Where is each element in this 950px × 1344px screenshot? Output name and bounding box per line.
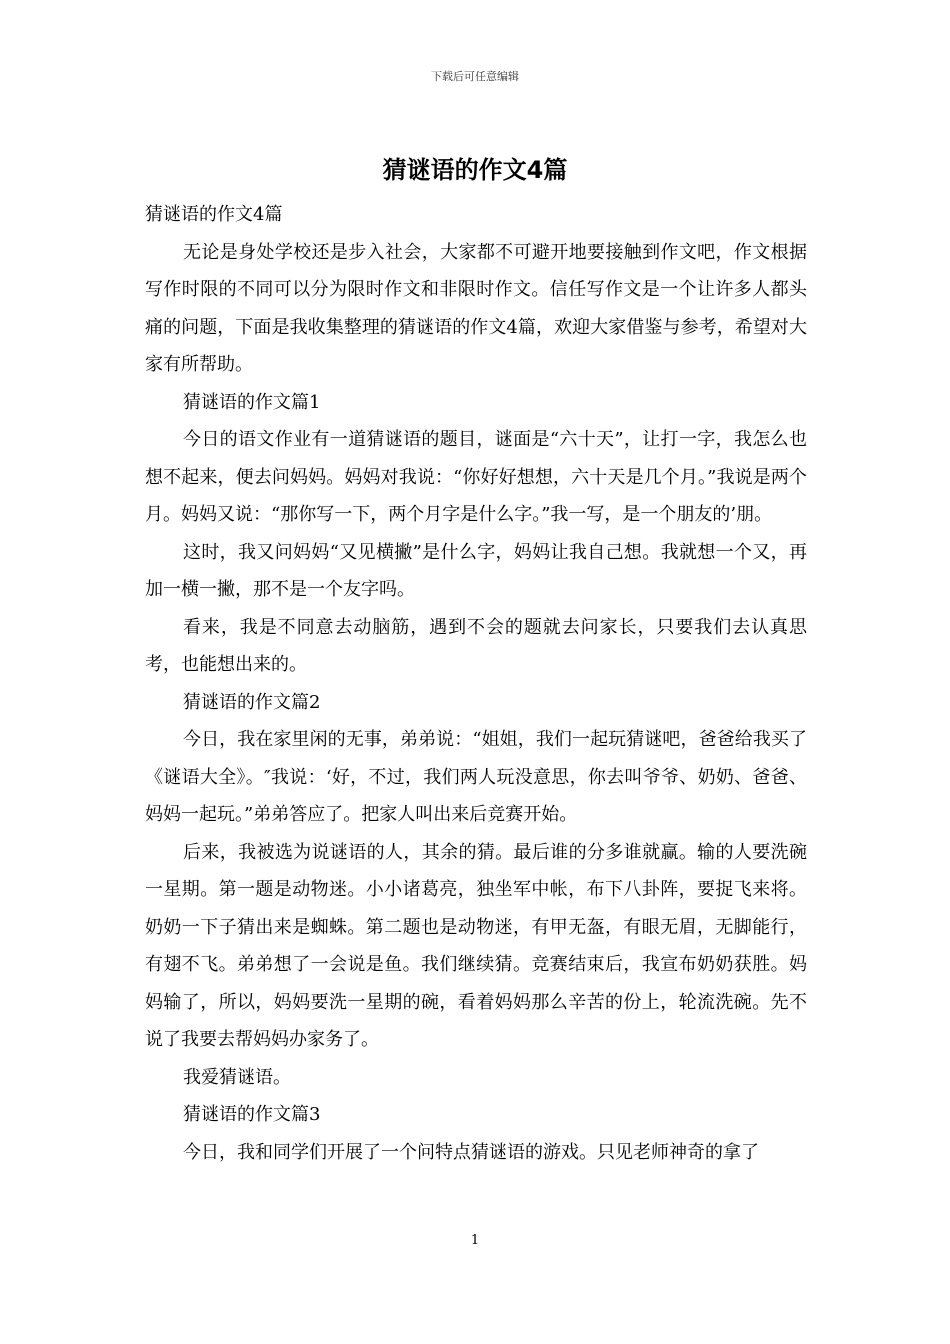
header-note: 下载后可任意编辑 xyxy=(431,70,519,83)
body-paragraph: 这时，我又问妈妈“又见横撇”是什么字，妈妈让我自己想。我就想一个又，再加一横一撇，那不是一个友字吗。 xyxy=(145,541,807,600)
document-title: 猜谜语的作文4篇 xyxy=(382,156,568,184)
subtitle-paragraph: 猜谜语的作文4篇 xyxy=(145,204,283,225)
section-heading-2: 猜谜语的作文篇2 xyxy=(183,691,321,713)
body-paragraph: 我爱猜谜语。 xyxy=(183,1066,291,1088)
page-number: 1 xyxy=(470,1233,480,1248)
body-paragraph: 今日，我在家里闲的无事，弟弟说：“姐姐，我们一起玩猜谜吧，爸爸给我买了《谜语大全》。″我说：‘好，不过，我们两人玩没意思，你去叫爷爷、奶奶、爸爸、妈妈一起玩。”弟弟答应了。把家人叫出来后竞赛开始。 xyxy=(145,729,807,825)
section-heading-1: 猜谜语的作文篇1 xyxy=(183,391,321,413)
section-heading-3: 猜谜语的作文篇3 xyxy=(183,1104,321,1125)
body-paragraph: 今日，我和同学们开展了一个问特点猜谜语的游戏。只见老师神奇的拿了 xyxy=(183,1141,759,1163)
intro-paragraph: 无论是身处学校还是步入社会，大家都不可避开地要接触到作文吧，作文根据写作时限的不同可以分为限时作文和非限时作文。信任写作文是一个让许多人都头痛的问题，下面是我收集整理的猜谜语的作文4篇，欢迎大家借鉴与参考，希望对大家有所帮助。 xyxy=(145,241,807,375)
document-body xyxy=(145,196,807,1171)
body-paragraph: 看来，我是不同意去动脑筋，遇到不会的题就去问家长，只要我们去认真思考，也能想出来的。 xyxy=(145,616,807,675)
body-paragraph: 今日的语文作业有一道猜谜语的题目，谜面是“六十天”，让打一字，我怎么也想不起来，便去问妈妈。妈妈对我说：“你好好想想，六十天是几个月。”我说是两个月。妈妈又说：“那你写一下，两个月字是什么字。”我一写，是一个朋友的’朋。 xyxy=(145,429,807,525)
body-paragraph: 后来，我被选为说谜语的人，其余的猜。最后谁的分多谁就赢。输的人要洗碗一星期。第一题是动物迷。小小诸葛亮，独坐军中帐，布下八卦阵，要捉飞来将。奶奶一下子猜出来是蜘蛛。第二题也是动物迷，有甲无盔，有眼无眉，无脚能行，有翅不飞。弟弟想了一会说是鱼。我们继续猜。竞赛结束后，我宣布奶奶获胜。妈妈输了，所以，妈妈要洗一星期的碗，看着妈妈那么辛苦的份上，轮流洗碗。先不说了我要去帮妈妈办家务了。 xyxy=(145,841,807,1050)
